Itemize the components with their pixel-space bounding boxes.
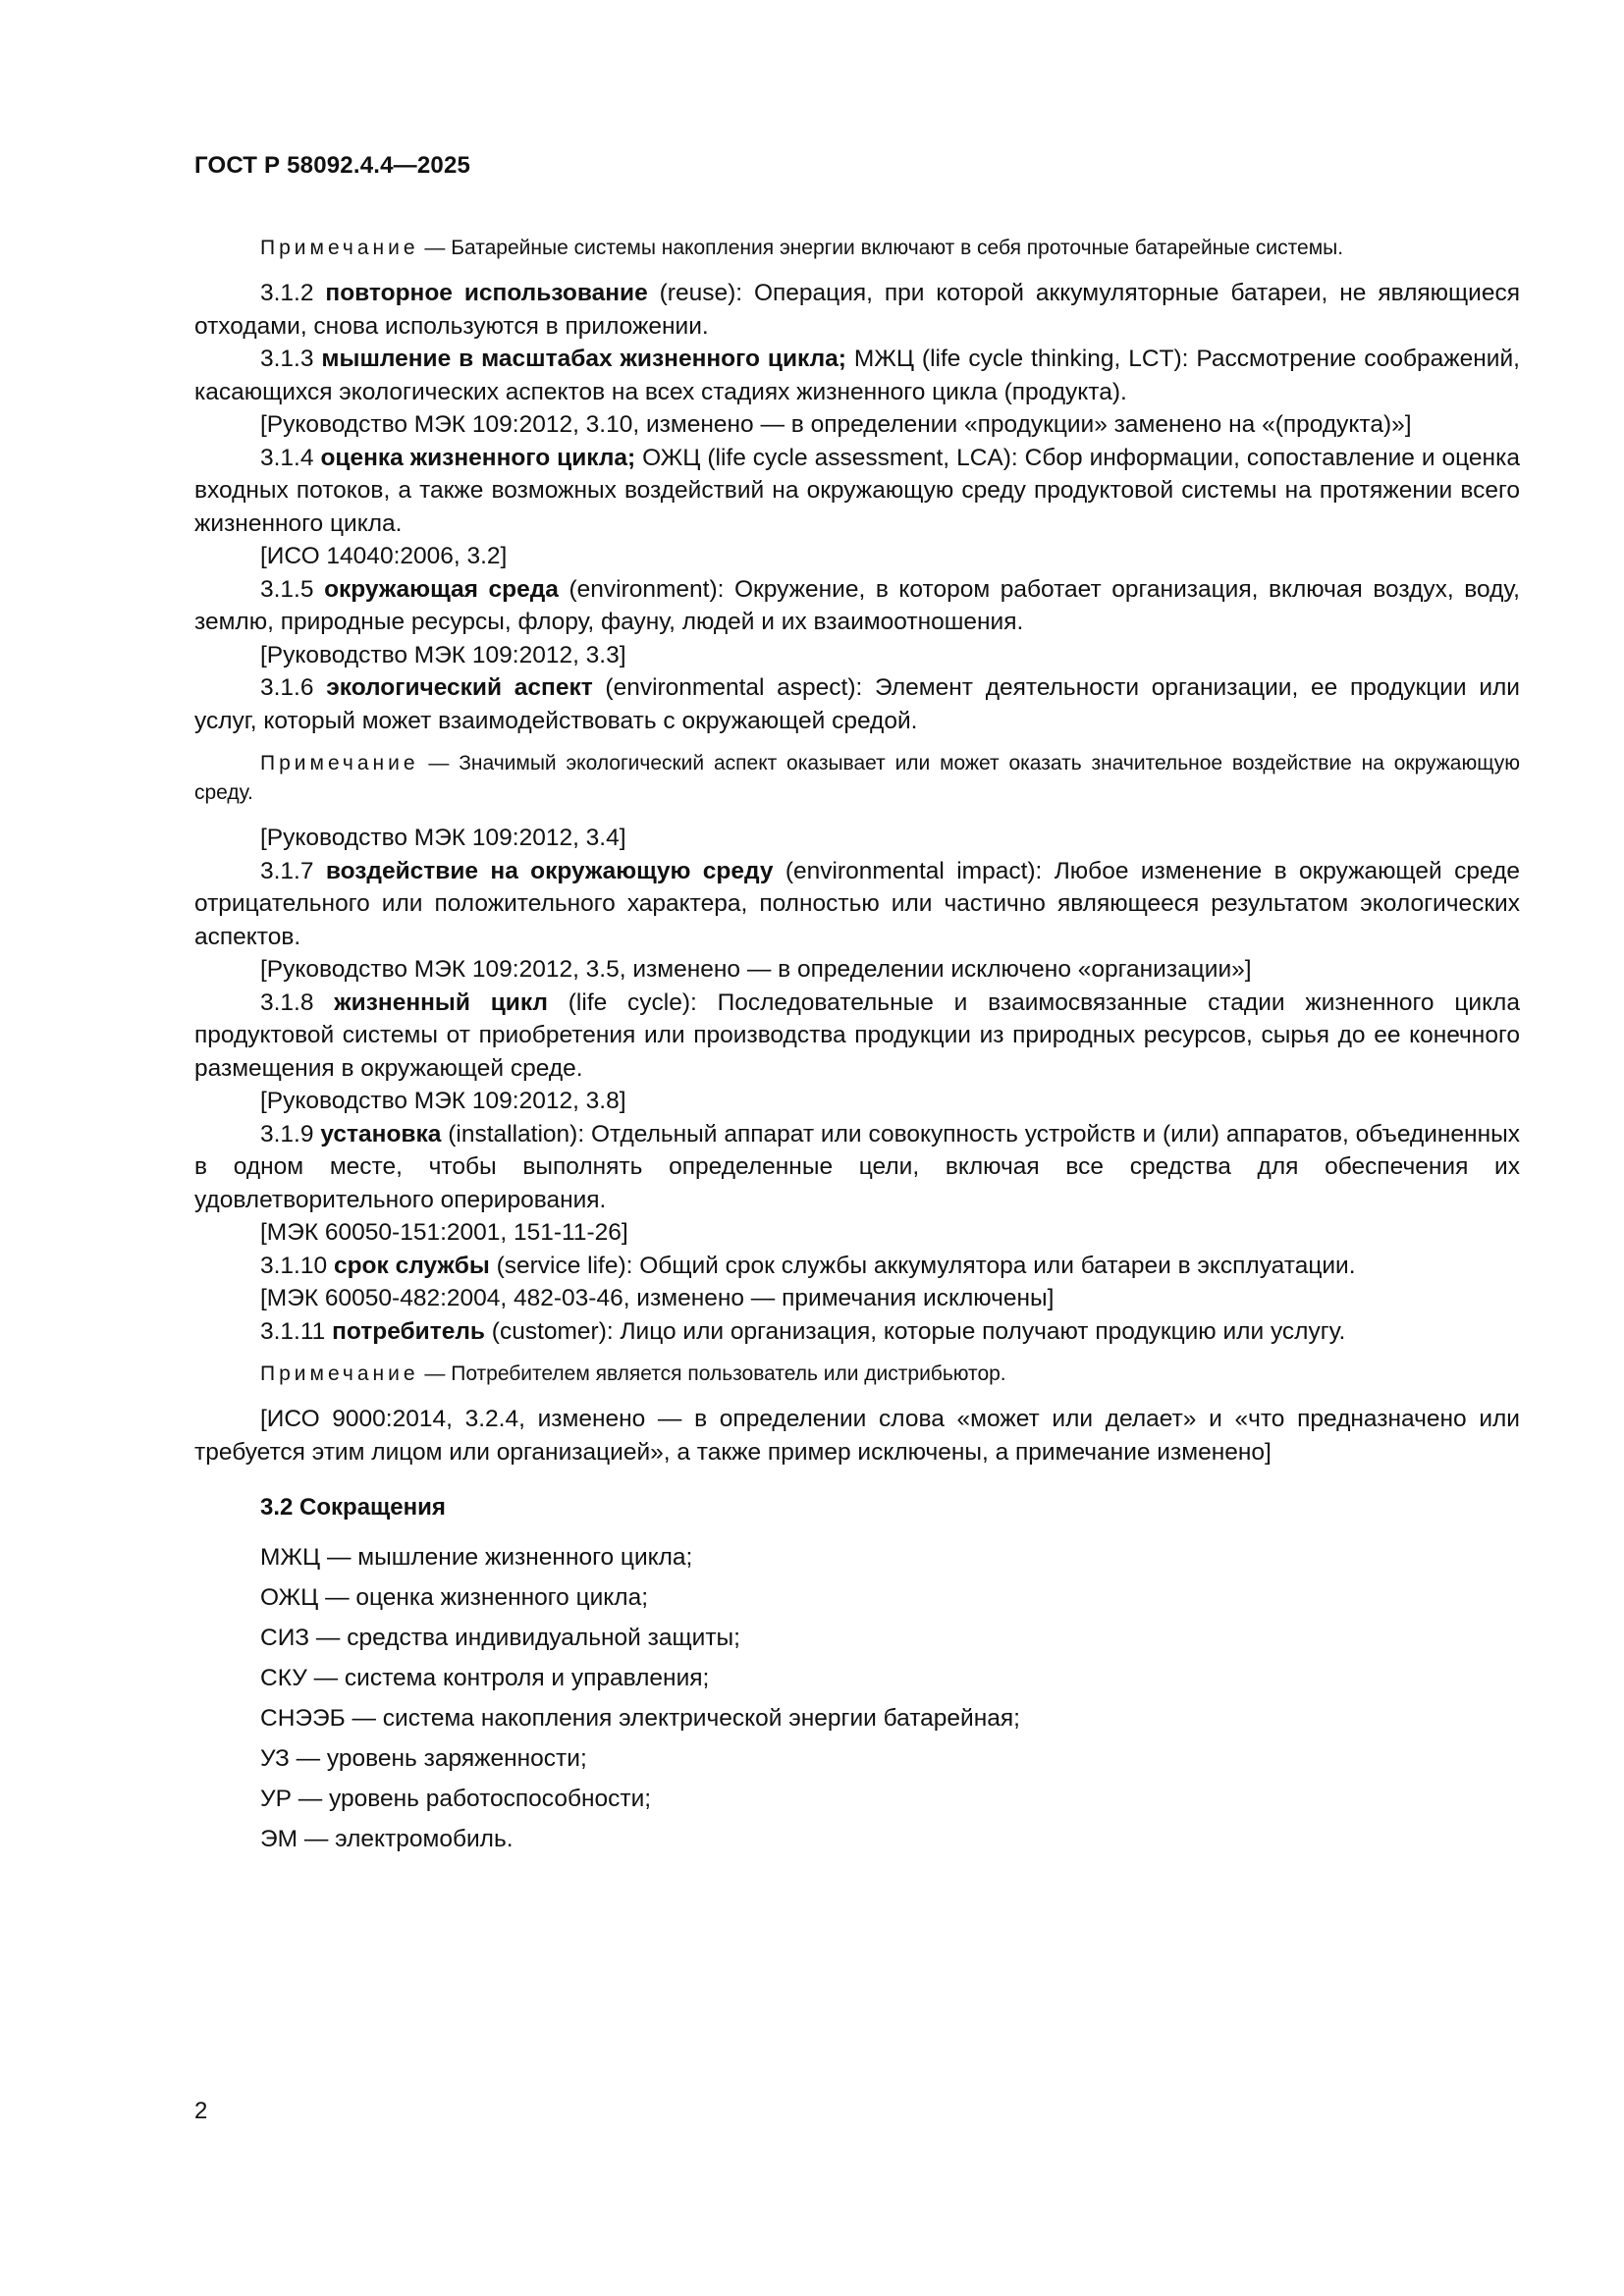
term-number: 3.1.10	[260, 1252, 334, 1279]
abbreviation-item: СКУ — система контроля и управления;	[260, 1665, 710, 1691]
abbreviation-item: УР — уровень работоспособности;	[260, 1786, 652, 1812]
term-definition	[194, 1250, 1520, 1283]
term-name: оценка жизненного цикла;	[320, 444, 636, 471]
source-reference: [МЭК 60050-151:2001, 151-11-26]	[260, 1219, 628, 1246]
abbreviation-item: ЭМ — электромобиль.	[260, 1826, 514, 1852]
term-name: срок службы	[333, 1252, 490, 1279]
term-name: воздействие на окружающую среду	[325, 857, 774, 884]
term-definition	[194, 573, 1520, 639]
page-number: 2	[194, 2098, 208, 2124]
abbreviations-list	[194, 1541, 1520, 1856]
term-definition	[194, 277, 1520, 343]
note-paragraph	[194, 1360, 1520, 1389]
abbreviation-item: СНЭЭБ — система накопления электрической энергии батарейная;	[260, 1705, 1020, 1732]
term-number: 3.1.2	[260, 280, 326, 306]
term-name: потребитель	[332, 1317, 485, 1345]
term-text: ОЖЦ (life cycle assessment, LCA): Сбор информации, сопоставление и оценка входных потоков, а также возможных воздействий на окружающую среду продуктовой системы на протяжении всего жизненного цикла.	[194, 444, 1520, 537]
term-name: жизненный цикл	[334, 988, 548, 1016]
term-number: 3.1.4	[260, 444, 321, 471]
term-number: 3.1.11	[260, 1317, 333, 1345]
term-definition	[194, 855, 1520, 954]
term-text: МЖЦ (life cycle thinking, LCT): Рассмотрение соображений, касающихся экологических аспектов на всех стадиях жизненного цикла (продукта).	[194, 346, 1520, 405]
term-definition	[194, 671, 1520, 737]
term-definition	[194, 442, 1520, 541]
term-number: 3.1.3	[260, 346, 322, 372]
note-text: — Потребителем является пользователь или дистрибьютор.	[418, 1362, 1006, 1385]
term-definition	[194, 343, 1520, 408]
term-number: 3.1.9	[260, 1120, 321, 1148]
term-number: 3.1.8	[260, 988, 335, 1016]
definitions-list	[194, 234, 1520, 1468]
abbreviation-item: ОЖЦ — оценка жизненного цикла;	[260, 1584, 649, 1611]
term-name: мышление в масштабах жизненного цикла;	[321, 346, 846, 372]
note-label: Примечание	[260, 752, 419, 774]
note-paragraph	[194, 234, 1520, 263]
term-text: (installation): Отдельный аппарат или совокупность устройств и (или) аппаратов, объединенных в одном месте, чтобы выполнять определенные цели, включая все средства для обеспечения их удовлетворительного оперирования.	[194, 1120, 1520, 1213]
note-label: Примечание	[260, 237, 419, 259]
source-reference: [Руководство МЭК 109:2012, 3.8]	[260, 1088, 626, 1114]
term-number: 3.1.7	[260, 857, 326, 884]
term-text: (life cycle): Последовательные и взаимосвязанные стадии жизненного цикла продуктовой системы от приобретения или производства продукции из природных ресурсов, сырья до ее конечного размещения в окружающей среде.	[194, 988, 1520, 1082]
term-text: (environment): Окружение, в котором работает организация, включая воздух, воду, землю, природные ресурсы, флору, фауну, людей и их взаимоотношения.	[194, 575, 1520, 635]
note-paragraph	[194, 749, 1520, 808]
source-reference: [МЭК 60050-482:2004, 482-03-46, изменено — примечания исключены]	[260, 1285, 1055, 1311]
term-name: экологический аспект	[326, 674, 593, 701]
note-text: — Значимый экологический аспект оказывает или может оказать значительное воздействие на окружающую среду.	[194, 752, 1520, 804]
source-reference: [Руководство МЭК 109:2012, 3.3]	[260, 641, 626, 668]
source-reference: [ИСО 14040:2006, 3.2]	[260, 543, 508, 569]
abbreviation-item: УЗ — уровень заряженности;	[260, 1745, 587, 1772]
source-reference: [ИСО 9000:2014, 3.2.4, изменено — в определении слова «может или делает» и «что предназначено или требуется этим лицом или организацией», а также пример исключены, а примечание изменено]	[194, 1406, 1520, 1466]
term-definition	[194, 1118, 1520, 1217]
abbreviation-item: МЖЦ — мышление жизненного цикла;	[260, 1544, 693, 1571]
note-text: — Батарейные системы накопления энергии включают в себя проточные батарейные системы.	[418, 237, 1344, 259]
section-title: 3.2 Сокращения	[260, 1494, 446, 1521]
term-number: 3.1.6	[260, 674, 327, 701]
term-text: (reuse): Операция, при которой аккумуляторные батареи, не являющиеся отходами, снова используются в приложении.	[194, 280, 1520, 340]
abbreviation-item: СИЗ — средства индивидуальной защиты;	[260, 1625, 740, 1651]
document-body	[194, 222, 1520, 1863]
source-reference: [Руководство МЭК 109:2012, 3.10, изменено — в определении «продукции» заменено на «(продукта)»]	[260, 411, 1412, 438]
term-name: повторное использование	[325, 280, 648, 306]
term-text: (service life): Общий срок службы аккумулятора или батареи в эксплуатации.	[489, 1252, 1356, 1279]
note-label: Примечание	[260, 1362, 419, 1385]
term-text: (environmental impact): Любое изменение в окружающей среде отрицательного или положительного характера, полностью или частично являющееся результатом экологических аспектов.	[194, 857, 1520, 950]
term-text: (environmental aspect): Элемент деятельности организации, ее продукции или услуг, который может взаимодействовать с окружающей средой.	[194, 674, 1520, 734]
term-text: (customer): Лицо или организация, которые получают продукцию или услугу.	[484, 1317, 1346, 1345]
term-definition	[194, 1315, 1520, 1349]
source-reference: [Руководство МЭК 109:2012, 3.5, изменено — в определении исключено «организации»]	[260, 956, 1252, 983]
document-header: ГОСТ Р 58092.4.4—2025	[194, 152, 471, 179]
source-reference: [Руководство МЭК 109:2012, 3.4]	[260, 825, 626, 851]
term-name: установка	[320, 1120, 442, 1148]
term-name: окружающая среда	[324, 575, 559, 603]
term-number: 3.1.5	[260, 575, 325, 603]
term-definition	[194, 987, 1520, 1086]
